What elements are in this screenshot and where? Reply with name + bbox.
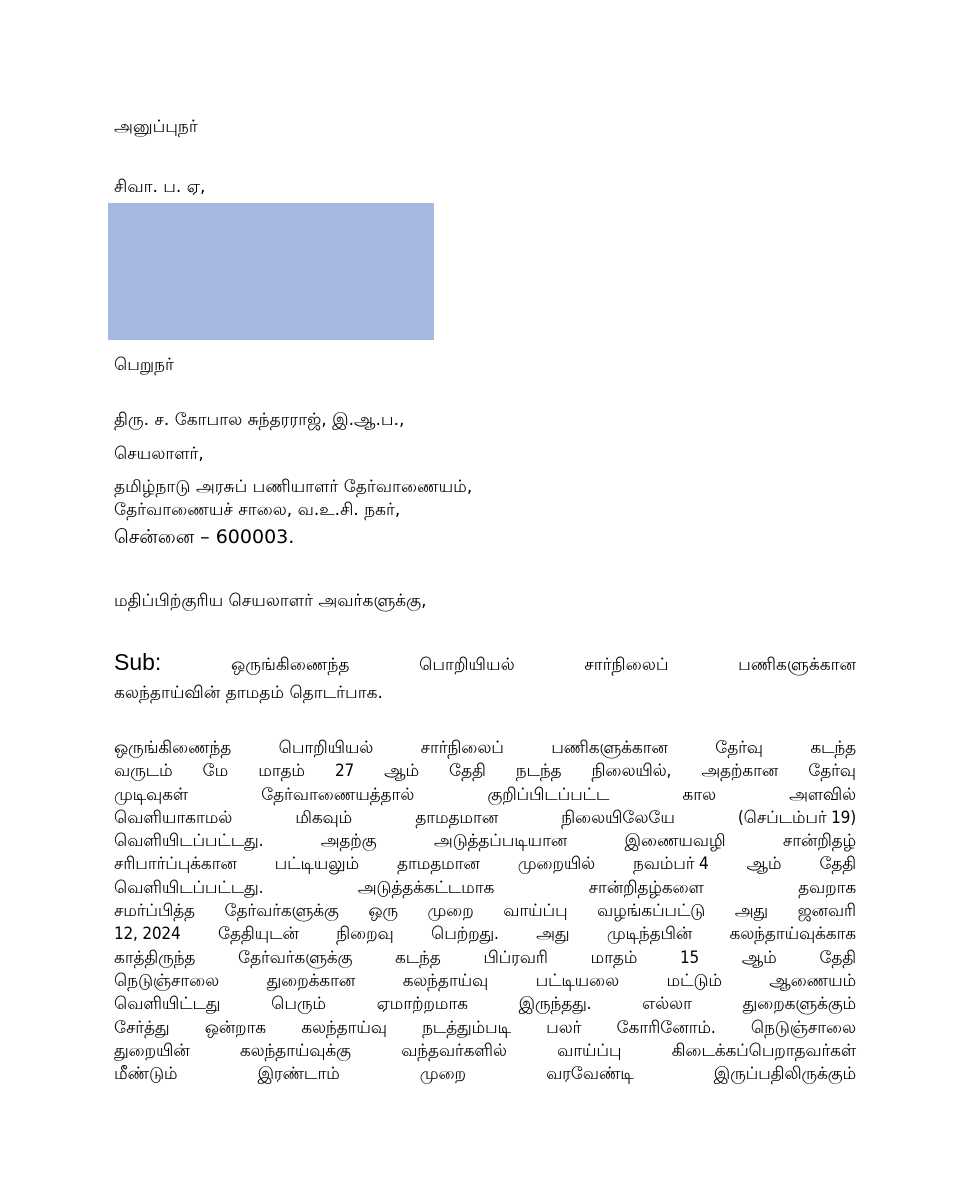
body-word: சார்நிலைப் (420, 738, 504, 758)
subject-line-1 (114, 648, 856, 679)
recipient-name: திரு. ச. கோபால சுந்தரராஜ், இ.ஆ.ப., (114, 410, 405, 430)
sender-name: சிவா. ப. ஏ, (114, 177, 206, 197)
body-word: வருடம் (114, 761, 173, 782)
body-line (114, 877, 856, 900)
body-word: நெடுஞ்சாலை (114, 970, 220, 991)
body-word: ஆம் (384, 761, 419, 782)
body-line (114, 947, 856, 970)
body-word: இருப்பதிலிருக்கும் (713, 1064, 856, 1085)
body-word: துறைக்கான (266, 970, 356, 991)
body-word: தேர்வு (808, 761, 856, 782)
body-word: பொறியியல் (278, 738, 374, 758)
body-word: தேதி (819, 947, 856, 968)
body-word: கடந்த (395, 947, 441, 968)
body-word: வாய்ப்பு (557, 1040, 622, 1061)
body-word: மட்டும் (666, 970, 722, 991)
body-word: முறையில் (517, 854, 595, 875)
subject-word: சார்நிலைப் (584, 655, 669, 675)
subject-word: பொறியியல் (419, 655, 515, 675)
body-word: அடுத்தக்கட்டமாக (357, 877, 495, 898)
body-word: அதற்கான (701, 761, 779, 782)
body-word: ஆம் (741, 947, 777, 968)
body-word: பட்டியலும் (274, 854, 359, 875)
body-line (114, 760, 856, 783)
body-word: நடத்தும்படி (422, 1017, 511, 1038)
body-word: சான்றிதழ் (782, 831, 856, 852)
body-line (114, 830, 856, 853)
body-word: எல்லா (642, 994, 692, 1015)
body-word: கோரினோம். (616, 1017, 716, 1038)
body-word: கலந்தாய்வுக்காக (729, 924, 856, 945)
body-word: வரவேண்டி (546, 1064, 634, 1085)
body-word: நிறைவு (336, 924, 394, 945)
body-word: முறை (427, 901, 474, 922)
body-word: ஜனவரி (797, 901, 856, 922)
body-word: குறிப்பிடப்பட்ட (487, 784, 610, 805)
body-word: தேர்வர்களுக்கு (224, 901, 339, 922)
body-word: இணையவழி (624, 831, 726, 852)
body-word: பிப்ரவரி (483, 947, 548, 968)
redacted-address-block (108, 203, 434, 340)
body-word: வெளியிடப்பட்டது. (114, 877, 264, 898)
recipient-city: சென்னை – 600003. (114, 526, 295, 548)
recipient-designation: செயலாளர், (114, 444, 204, 464)
body-word: கலந்தாய்வு (301, 1017, 387, 1038)
body-word: ஒரு (368, 901, 398, 922)
body-word: சரிபார்ப்புக்கான (114, 854, 237, 875)
body-word: மாதம் (590, 947, 638, 968)
body-word: அடுத்தப்படியான (433, 831, 568, 852)
body-line (114, 1017, 856, 1040)
body-word: கலந்தாய்வு (402, 970, 489, 991)
body-word: கிடைக்கப்பெறாதவர்கள் (671, 1040, 856, 1061)
body-word: 12, 2024 (114, 924, 181, 945)
body-word: நடந்த (515, 761, 562, 782)
body-word: முடிவுகள் (114, 784, 188, 805)
body-word: தாமதமான (396, 854, 480, 875)
subject-word: பணிகளுக்கான (738, 655, 856, 675)
subject-label: Sub: (114, 649, 162, 675)
body-word: கால (682, 784, 716, 805)
body-word: பட்டியலை (535, 970, 620, 991)
body-word: ஆம் (746, 854, 782, 875)
recipient-street: தேர்வாணையச் சாலை, வ.உ.சி. நகர், (114, 500, 401, 520)
body-word: மே (202, 761, 229, 782)
body-line (114, 784, 856, 807)
body-word: ஒருங்கிணைந்த (114, 738, 232, 758)
body-word: வழங்கப்பட்டு (597, 901, 706, 922)
recipient-heading: பெறுநர் (114, 355, 174, 375)
recipient-organisation: தமிழ்நாடு அரசுப் பணியாளர் தேர்வாணையம், (114, 477, 473, 497)
body-word: நவம்பர் 4 (632, 854, 709, 875)
body-line (114, 807, 856, 830)
body-word: தவறாக (798, 877, 856, 898)
body-word: வாய்ப்பு (503, 901, 568, 922)
body-word: நிலையிலேயே (561, 807, 675, 828)
body-word: மீண்டும் (114, 1064, 178, 1085)
body-word: காத்திருந்த (114, 947, 196, 968)
body-word: தேர்வு (715, 738, 763, 758)
body-word: நெடுஞ்சாலை (750, 1017, 856, 1038)
body-word: துறையின் (114, 1040, 190, 1061)
body-word: தேர்வாணையத்தால் (261, 784, 415, 805)
body-line (114, 1040, 856, 1063)
body-word: வெளியிட்டது (114, 994, 221, 1015)
body-word: கலந்தாய்வுக்கு (239, 1040, 351, 1061)
body-word: தேதி (449, 761, 486, 782)
body-word: தேதி (819, 854, 856, 875)
body-word: தேர்வர்களுக்கு (238, 947, 353, 968)
body-word: வந்தவர்களில் (401, 1040, 507, 1061)
body-word: கடந்த (810, 738, 856, 758)
body-word: ஒன்றாக (204, 1017, 266, 1038)
body-word: ஆணையம் (769, 970, 856, 991)
body-word: முறை (419, 1064, 466, 1085)
letter-body (114, 737, 856, 1086)
sender-heading: அனுப்புநர் (114, 117, 198, 137)
subject-block (114, 648, 856, 707)
body-line (114, 970, 856, 993)
body-word: இரண்டாம் (257, 1064, 340, 1085)
body-word: பெரும் (271, 994, 326, 1015)
body-word: 15 (680, 947, 700, 968)
body-line (114, 853, 856, 876)
body-word: சேர்த்து (114, 1017, 170, 1038)
body-line (114, 1063, 856, 1086)
body-word: சமர்ப்பித்த (114, 901, 195, 922)
body-line (114, 923, 856, 946)
body-word: மிகவும் (295, 807, 353, 828)
body-word: அளவில் (789, 784, 856, 805)
body-word: 27 (335, 761, 355, 782)
body-word: வெளியாகாமல் (114, 807, 233, 828)
body-word: அதற்கு (320, 831, 377, 852)
body-word: துறைகளுக்கும் (742, 994, 856, 1015)
body-word: அது (536, 924, 570, 945)
body-word: முடிந்தபின் (606, 924, 693, 945)
body-word: பலர் (546, 1017, 582, 1038)
body-word: சான்றிதழ்களை (588, 877, 704, 898)
subject-line-2: கலந்தாய்வின் தாமதம் தொடர்பாக. (114, 683, 383, 703)
body-word: பணிகளுக்கான (551, 738, 668, 758)
body-word: (செப்டம்பர் 19) (737, 807, 856, 828)
body-word: இருந்தது. (518, 994, 592, 1015)
subject-word: ஒருங்கிணைந்த (230, 655, 350, 675)
body-word: அது (734, 901, 768, 922)
body-line (114, 900, 856, 923)
body-word: ஏமாற்றமாக (376, 994, 468, 1015)
body-line (114, 737, 856, 760)
body-word: நிலையில், (591, 761, 672, 782)
body-word: வெளியிடப்பட்டது. (114, 831, 264, 852)
body-word: பெற்றது. (431, 924, 499, 945)
body-word: தாமதமான (415, 807, 498, 828)
body-line (114, 993, 856, 1016)
body-word: தேதியுடன் (217, 924, 299, 945)
body-word: மாதம் (258, 761, 305, 782)
salutation: மதிப்பிற்குரிய செயலாளர் அவர்களுக்கு, (114, 591, 427, 611)
